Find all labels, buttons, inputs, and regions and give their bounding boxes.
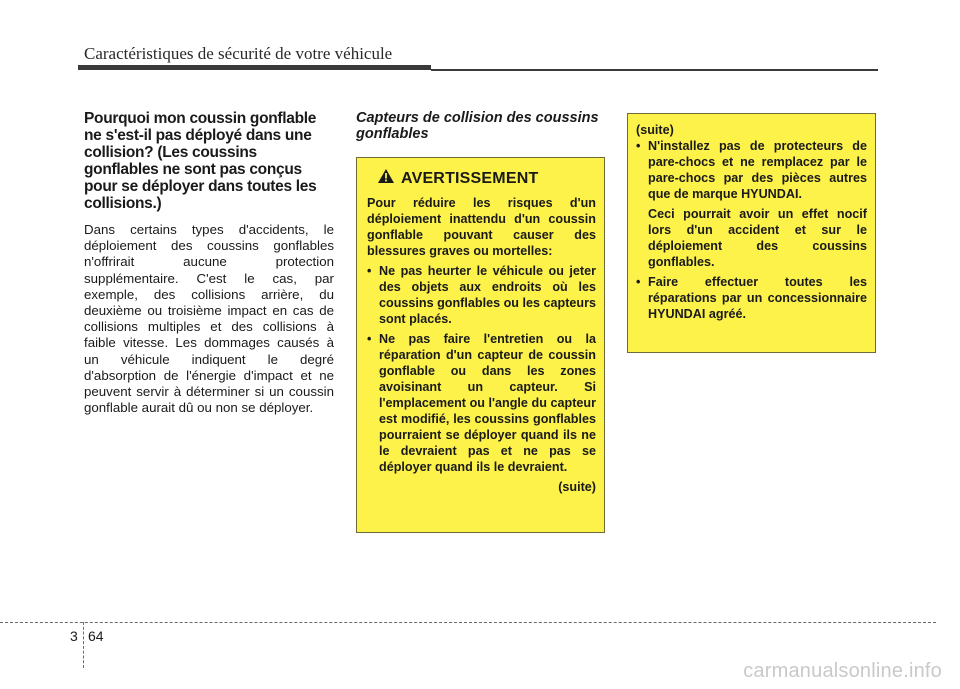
continued-bullet-text: Faire effectuer toutes les réparations par un concessionnaire HYUNDAI agréé.: [648, 275, 867, 321]
section-body: Dans certains types d'accidents, le déploiement des coussins gonflables n'offrirait aucune protection supplémentaire. C'est le cas, par exemple, des collisions arrière, du deuxième ou troisième impact en cas de collisions multiples et des collisions à faible vitesse. Les dommages causés à un véhicule indiquent le degré d'absorption de l'énergie d'impact et ne peuvent servir à déterminer si un coussin gonflable aurait dû ou non se déployer.: [84, 222, 334, 416]
continued-bullet: [636, 274, 867, 322]
warning-bullet-text: Ne pas faire l'entretien ou la réparation d'un capteur de coussin gonflable ou dans les zones avoisinant un capteur. Si l'emplacement ou l'angle du capteur est modifié, les coussins gonflables pourraient se déployer quand ils ne le devraient pas et ne pas se déployer quand ils le devraient.: [379, 332, 596, 474]
warning-body: [367, 195, 596, 495]
warning-bullet: [367, 263, 596, 327]
sensor-heading: Capteurs de collision des coussins gonflables: [356, 110, 599, 142]
warning-intro: Pour réduire les risques d'un déploiement inattendu d'un coussin gonflable pouvant causer des blessures graves ou mortelles:: [367, 196, 596, 258]
continued-bullet-text: N'installez pas de protecteurs de pare-chocs et ne remplacez par le pare-chocs par des pièces autres que de marque HYUNDAI.: [648, 139, 867, 201]
continued-bullet-list: [636, 138, 867, 202]
continued-label: (suite): [636, 123, 674, 137]
section-heading: Pourquoi mon coussin gonflable ne s'est-il pas déployé dans une collision? (Les coussins gonflables ne sont pas conçus pour se déployer dans toutes les collisions.): [84, 110, 317, 212]
warning-bullet-text: Ne pas heurter le véhicule ou jeter des objets aux endroits où les coussins gonflables ou les capteurs sont placés.: [379, 264, 596, 326]
warning-title-row: [377, 168, 596, 189]
header-rule-thin: [431, 69, 878, 71]
left-column: [84, 110, 334, 416]
warning-bullet: [367, 331, 596, 475]
continued-sub-paragraph: Ceci pourrait avoir un effet nocif lors d'un accident et sur le déploiement des coussins gonflables.: [648, 207, 867, 269]
bullet-dot-icon: •: [367, 332, 372, 346]
warning-triangle-icon: [377, 168, 395, 189]
page-header-title: Caractéristiques de sécurité de votre véhicule: [84, 44, 393, 63]
warning-box: [356, 157, 605, 533]
page-number: 64: [88, 628, 104, 644]
bullet-dot-icon: •: [367, 264, 372, 278]
continued-bullet: [636, 138, 867, 202]
continued-bullet-list: [636, 274, 867, 322]
footer-divider: [83, 622, 84, 668]
watermark: carmanualsonline.info: [743, 660, 942, 682]
warning-title: AVERTISSEMENT: [401, 169, 539, 187]
header-rule-thick: [78, 65, 431, 70]
bullet-dot-icon: •: [636, 139, 641, 153]
footer-rule: [0, 622, 936, 623]
continued-label: (suite): [558, 480, 596, 494]
warning-continued-box: [627, 113, 876, 353]
warning-bullet-list: [367, 263, 596, 475]
chapter-number: 3: [70, 628, 78, 644]
bullet-dot-icon: •: [636, 275, 641, 289]
